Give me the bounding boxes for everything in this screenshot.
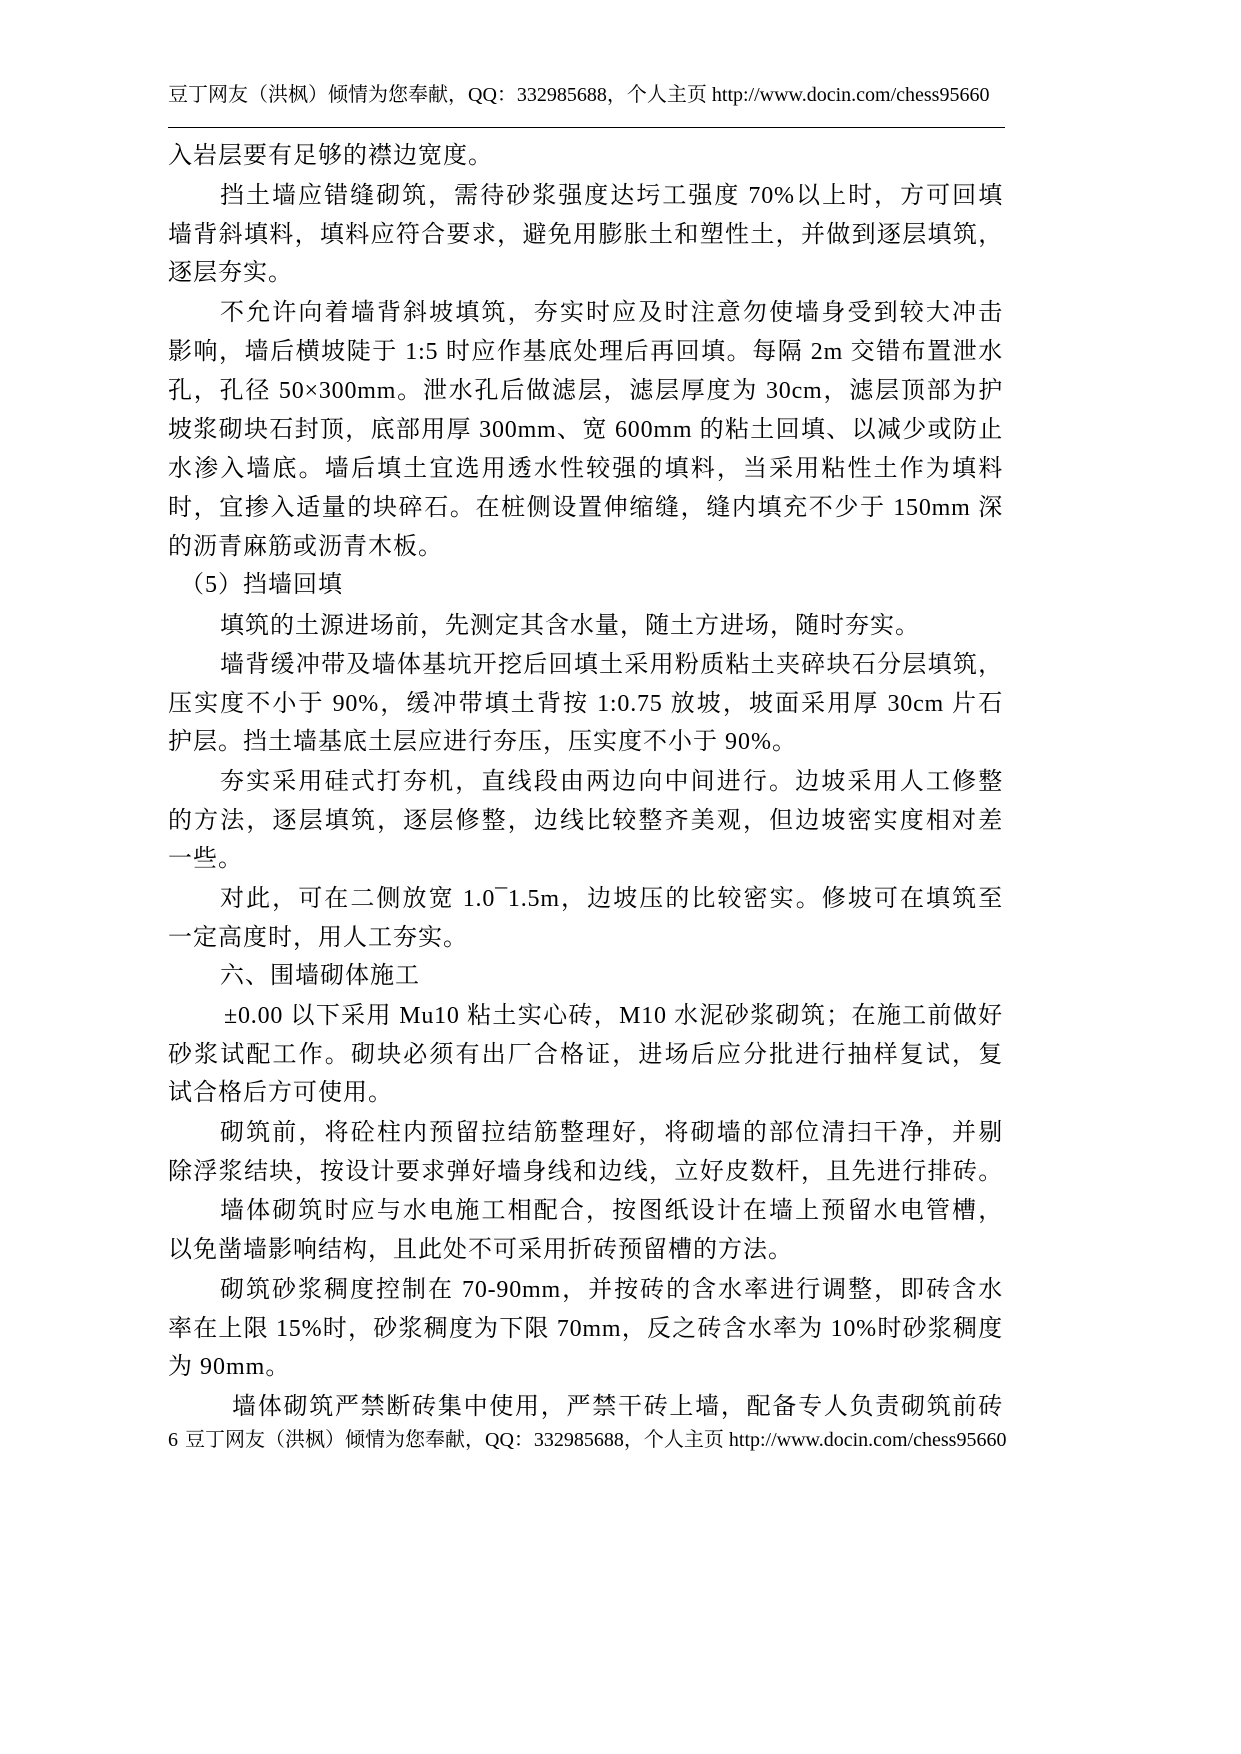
text-line: 夯实采用硅式打夯机，直线段由两边向中间进行。边坡采用人工修整 — [220, 769, 1003, 795]
text-line: 砌筑砂浆稠度控制在 70-90mm，并按砖的含水率进行调整，即砖含水 — [220, 1277, 1003, 1303]
text-line: 一些。 — [168, 846, 243, 872]
text-line: 对此，可在二侧放宽 1.0¯1.5m，边坡压的比较密实。修坡可在填筑至 — [220, 886, 1003, 912]
text-line: 墙体砌筑严禁断砖集中使用，严禁干砖上墙，配备专人负责砌筑前砖 — [232, 1394, 1003, 1420]
text-line: 墙背缓冲带及墙体基坑开挖后回填土采用粉质粘土夹碎块石分层填筑， — [220, 652, 1003, 678]
footer-text: 豆丁网友（洪枫）倾情为您奉献，QQ：332985688，个人主页 http://www.docin.com/chess95660 — [185, 1429, 1007, 1451]
text-line: 影响，墙后横坡陡于 1:5 时应作基底处理后再回填。每隔 2m 交错布置泄水 — [168, 339, 1003, 365]
text-line: 不允许向着墙背斜坡填筑，夯实时应及时注意勿使墙身受到较大冲击 — [220, 300, 1003, 326]
text-line: 填筑的土源进场前，先测定其含水量，随土方进场，随时夯实。 — [220, 613, 920, 639]
text-line: 的方法，逐层填筑，逐层修整，边线比较整齐美观，但边坡密实度相对差 — [168, 808, 1003, 834]
text-line: 一定高度时，用人工夯实。 — [168, 925, 468, 951]
text-line: 砂浆试配工作。砌块必须有出厂合格证，进场后应分批进行抽样复试，复 — [168, 1042, 1003, 1068]
text-line: 墙体砌筑时应与水电施工相配合，按图纸设计在墙上预留水电管槽， — [220, 1198, 1003, 1224]
text-line: 率在上限 15%时，砂浆稠度为下限 70mm，反之砖含水率为 10%时砂浆稠度 — [168, 1316, 1003, 1342]
page-header — [168, 82, 989, 108]
text-line: 逐层夯实。 — [168, 260, 293, 286]
page-number: 6 — [168, 1429, 178, 1451]
text-line: 护层。挡土墙基底土层应进行夯压，压实度不小于 90%。 — [168, 729, 797, 755]
text-line: 试合格后方可使用。 — [168, 1080, 393, 1106]
text-line: 为 90mm。 — [168, 1354, 291, 1380]
text-line: 时，宜掺入适量的块碎石。在桩侧设置伸缩缝，缝内填充不少于 150mm 深 — [168, 495, 1003, 521]
text-line: 孔，孔径 50×300mm。泄水孔后做滤层，滤层厚度为 30cm，滤层顶部为护 — [168, 378, 1003, 404]
header-rule — [168, 127, 1005, 128]
text-line: 坡浆砌块石封顶，底部用厚 300mm、宽 600mm 的粘土回填、以减少或防止 — [168, 417, 1003, 443]
header-text: 豆丁网友（洪枫）倾情为您奉献，QQ：332985688，个人主页 http://www.docin.com/chess95660 — [168, 84, 990, 106]
page-footer — [168, 1427, 1006, 1453]
text-line: 挡土墙应错缝砌筑，需待砂浆强度达圬工强度 70%以上时，方可回填 — [220, 183, 1003, 209]
section-heading: 六、围墙砌体施工 — [220, 963, 420, 989]
text-line: 砌筑前，将砼柱内预留拉结筋整理好，将砌墙的部位清扫干净，并剔 — [220, 1120, 1003, 1146]
text-line: 压实度不小于 90%，缓冲带填土背按 1:0.75 放坡，坡面采用厚 30cm 片石 — [168, 691, 1003, 717]
text-line: 除浮浆结块，按设计要求弹好墙身线和边线，立好皮数杆，且先进行排砖。 — [168, 1159, 1003, 1185]
text-line: ±0.00 以下采用 Mu10 粘土实心砖，M10 水泥砂浆砌筑；在施工前做好 — [224, 1003, 1003, 1029]
text-line: 水渗入墙底。墙后填土宜选用透水性较强的填料，当采用粘性土作为填料 — [168, 456, 1003, 482]
text-line: 的沥青麻筋或沥青木板。 — [168, 534, 443, 560]
text-line: 墙背斜填料，填料应符合要求，避免用膨胀土和塑性土，并做到逐层填筑， — [168, 222, 1003, 248]
text-line: 入岩层要有足够的襟边宽度。 — [168, 143, 493, 169]
text-line: 以免凿墙影响结构，且此处不可采用折砖预留槽的方法。 — [168, 1237, 793, 1263]
subsection-heading: （5）挡墙回填 — [180, 572, 343, 598]
